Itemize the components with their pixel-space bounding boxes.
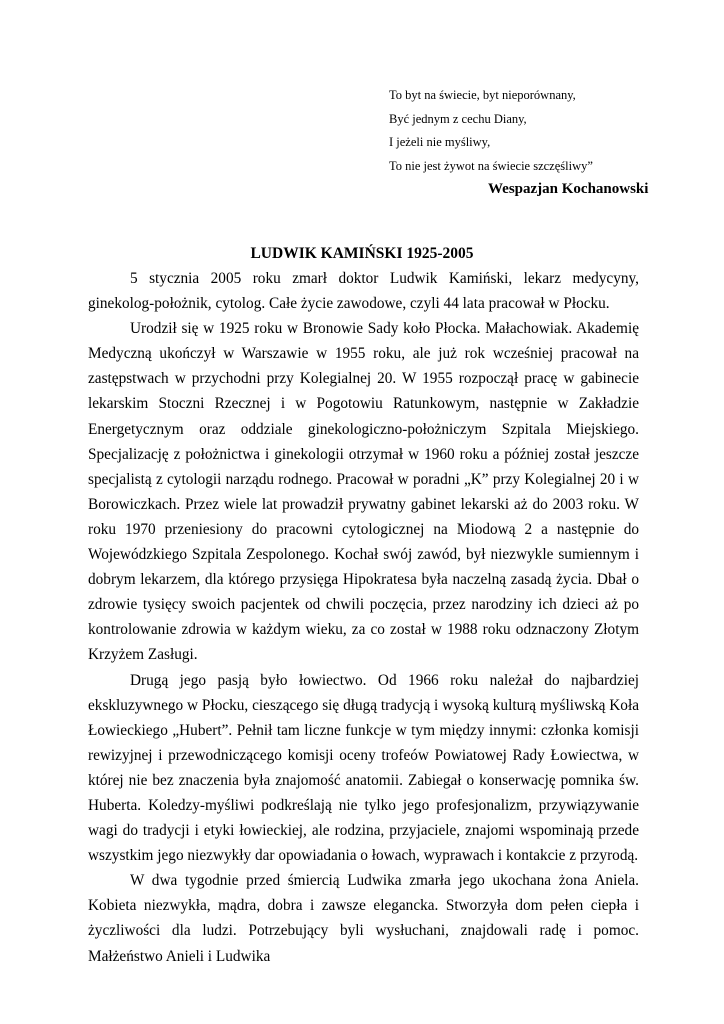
paragraph: Urodził się w 1925 roku w Bronowie Sady koło Płocka. Małachowiak. Akademię Medyczną ukończył w Warszawie w 1955 roku, ale już rok wcześniej pracował na zastępstwach w przychodni przy Kolegialnej 20. W 1955 rozpoczął pracę w gabinecie lekarskim Stoczni Rzecznej i w Pogotowiu Ratunkowym, następnie w Zakładzie Energetycznym oraz oddziale ginekologiczno-położniczym Szpitala Miejskiego. Specjalizację z położnictwa i ginekologii otrzymał w 1960 roku a później został jeszcze specjalistą z cytologii narządu rodnego. Pracował w poradni „K” przy Kolegialnej 20 i w Borowiczkach. Przez wiele lat prowadził prywatny gabinet lekarski aż do 2003 roku. W roku 1970 przeniesiony do pracowni cytologicznej na Miodową 2 a następnie do Wojewódzkiego Szpitala Zespolonego. Kochał swój zawód, był niezwykle sumiennym i dobrym lekarzem, dla którego przysięga Hipokratesa była naczelną zasadą życia. Dbał o zdrowie tysięcy swoich pacjentek od chwili poczęcia, przez narodziny ich dzieci aż po kontrolowanie zdrowia w każdym wieku, za co został w 1988 roku odznaczony Złotym Krzyżem Zasługi. <box>88 320 639 664</box>
epigraph-author: Wespazjan Kochanowski <box>488 181 649 197</box>
epigraph-line: Być jednym z cechu Diany, <box>389 111 527 126</box>
epigraph-line: To nie jest żywot na świecie szczęśliwy” <box>389 158 593 173</box>
paragraph: 5 stycznia 2005 roku zmarł doktor Ludwik Kamiński, lekarz medycyny, ginekolog-położnik, cytolog. Całe życie zawodowe, czyli 44 lata pracował w Płocku. <box>88 270 639 313</box>
epigraph-line: To byt na świecie, byt nieporównany, <box>389 88 576 102</box>
article-body <box>88 266 639 969</box>
epigraph-line: I jeżeli nie myśliwy, <box>389 135 491 149</box>
paragraph: Drugą jego pasją było łowiectwo. Od 1966 roku należał do najbardziej ekskluzywnego w Płocku, cieszącego się długą tradycją i wysoką kulturą myśliwską Koła Łowieckiego „Hubert”. Pełnił tam liczne funkcje w tym między innymi: członka komisji rewizyjnej i przewodniczącego komisji oceny trofeów Powiatowej Rady Łowiectwa, w której nie bez znaczenia była znajomość anatomii. Zabiegał o konserwację pomnika św. Huberta. Koledzy-myśliwi podkreślają nie tylko jego profesjonalizm, przywiązywanie wagi do tradycji i etyki łowieckiej, ale rodzina, przyjaciele, znajomi wspominają przede wszystkim jego niezwykły dar opowiadania o łowach, wyprawach i kontakcie z przyrodą. <box>88 671 639 865</box>
article-title: LUDWIK KAMIŃSKI 1925-2005 <box>250 245 474 262</box>
paragraph: W dwa tygodnie przed śmiercią Ludwika zmarła jego ukochana żona Aniela. Kobieta niezwykła, mądra, dobra i zawsze elegancka. Stworzyła dom pełen ciepła i życzliwości dla ludzi. Potrzebujący byli wysłuchani, znajdowali radę i pomoc. Małżeństwo Anieli i Ludwika <box>88 872 639 965</box>
epigraph <box>389 84 709 198</box>
